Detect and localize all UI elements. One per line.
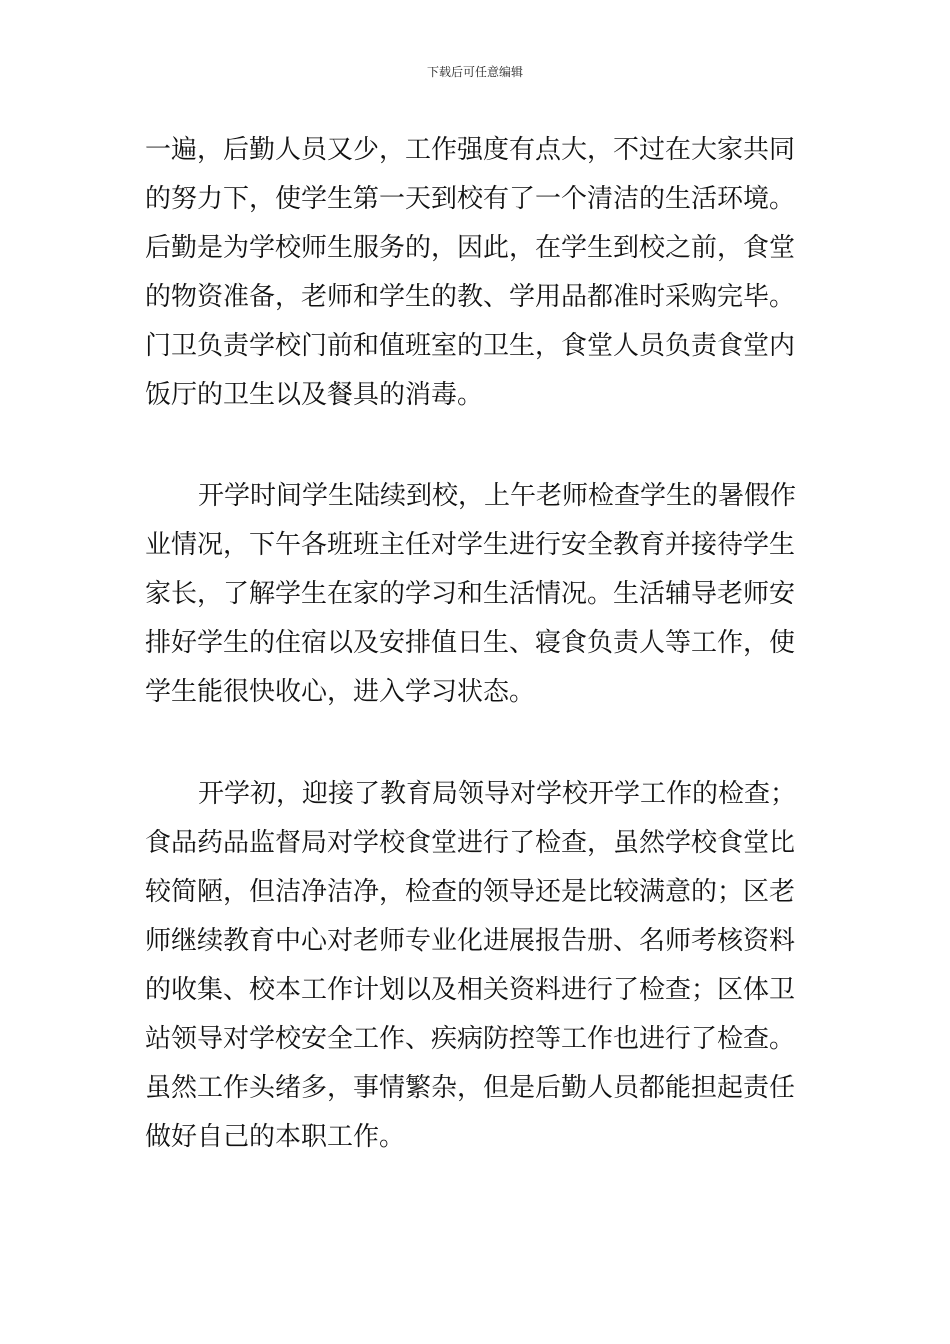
text-line: 的物资准备，老师和学生的教、学用品都准时采购完毕。 bbox=[145, 282, 796, 312]
text-line: 食品药品监督局对学校食堂进行了检查，虽然学校食堂比 bbox=[145, 828, 796, 858]
text-line: 较简陋，但洁净洁净，检查的领导还是比较满意的；区老 bbox=[145, 877, 796, 907]
text-line: 饭厅的卫生以及餐具的消毒。 bbox=[145, 380, 484, 410]
text-line: 学生能很快收心，进入学习状态。 bbox=[145, 677, 536, 707]
text-line: 虽然工作头绪多，事情繁杂，但是后勤人员都能担起责任 bbox=[145, 1073, 796, 1103]
text-line: 业情况，下午各班班主任对学生进行安全教育并接待学生 bbox=[145, 530, 796, 560]
page-header: 下载后可任意编辑 bbox=[426, 65, 523, 79]
paragraph-1 bbox=[145, 126, 810, 420]
text-line: 的收集、校本工作计划以及相关资料进行了检查；区体卫 bbox=[145, 975, 796, 1005]
paragraph-3 bbox=[145, 770, 810, 1162]
paragraph-2 bbox=[145, 472, 810, 717]
text-line: 家长，了解学生在家的学习和生活情况。生活辅导老师安 bbox=[145, 579, 796, 609]
text-line-first: 开学时间学生陆续到校，上午老师检查学生的暑假作 bbox=[198, 481, 797, 511]
text-line: 师继续教育中心对老师专业化进展报告册、名师考核资料 bbox=[145, 926, 796, 956]
text-line-first: 开学初，迎接了教育局领导对学校开学工作的检查； bbox=[198, 779, 797, 809]
text-line: 站领导对学校安全工作、疾病防控等工作也进行了检查。 bbox=[145, 1024, 796, 1054]
text-line: 一遍，后勤人员又少，工作强度有点大，不过在大家共同 bbox=[145, 135, 796, 165]
text-line: 门卫负责学校门前和值班室的卫生，食堂人员负责食堂内 bbox=[145, 331, 796, 361]
text-line: 排好学生的住宿以及安排值日生、寝食负责人等工作，使 bbox=[145, 628, 796, 658]
text-line: 做好自己的本职工作。 bbox=[145, 1122, 406, 1152]
text-line: 的努力下，使学生第一天到校有了一个清洁的生活环境。 bbox=[145, 184, 796, 214]
text-line: 后勤是为学校师生服务的，因此，在学生到校之前，食堂 bbox=[145, 233, 796, 263]
